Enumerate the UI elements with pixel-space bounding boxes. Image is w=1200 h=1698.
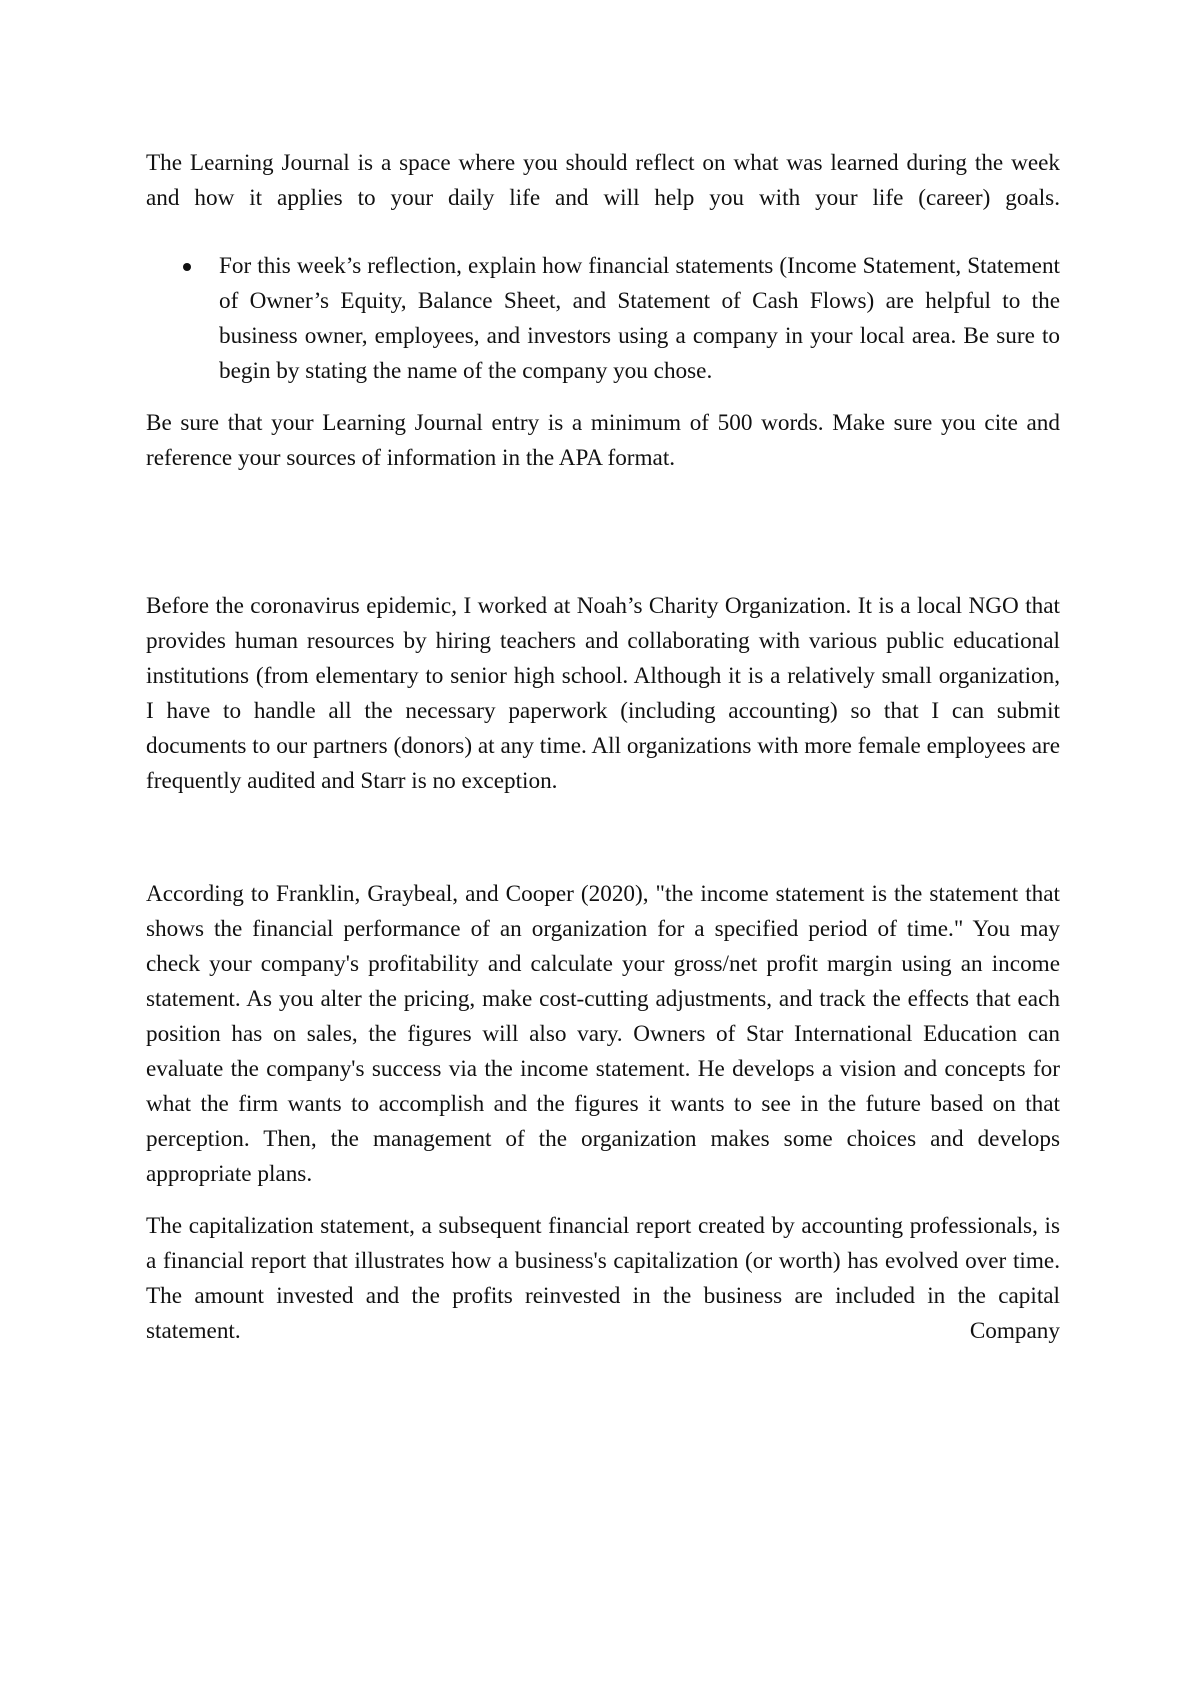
body-paragraph-3: The capitalization statement, a subsequent financial report created by accounting professionals, is a financial report that illustrates how a business's capitalization (or worth) has evolved over time. The amount invested and the profits reinvested in the business are included in the capital statement. Company [146,1213,1060,1344]
document-body [146,146,1060,1349]
requirements-paragraph: Be sure that your Learning Journal entry is a minimum of 500 words. Make sure you cite and reference your sources of information in the APA format. [146,410,1060,471]
bullet-icon [183,263,191,271]
body-paragraph-2: According to Franklin, Graybeal, and Cooper (2020), "the income statement is the statement that shows the financial performance of an organization for a specified period of time." You may check your company's profitability and calculate your gross/net profit margin using an income statement. As you alter the pricing, make cost-cutting adjustments, and track the effects that each position has on sales, the figures will also vary. Owners of Star International Education can evaluate the company's success via the income statement. He develops a vision and concepts for what the firm wants to accomplish and the figures it wants to see in the future based on that perception. Then, the management of the organization makes some choices and develops appropriate plans. [146,881,1060,1187]
instruction-list-item [146,249,1060,389]
instruction-text: For this week’s reflection, explain how financial statements (Income Statement, Statement of Owner’s Equity, Balance Sheet, and Statement of Cash Flows) are helpful to the business owner, employees, and investors using a company in your local area. Be sure to begin by stating the name of the company you chose. [219,253,1060,384]
body-paragraph-1: Before the coronavirus epidemic, I worked at Noah’s Charity Organization. It is a local NGO that provides human resources by hiring teachers and collaborating with various public educational institutions (from elementary to senior high school. Although it is a relatively small organization, I have to handle all the necessary paperwork (including accounting) so that I can submit documents to our partners (donors) at any time. All organizations with more female employees are frequently audited and Starr is no exception. [146,593,1060,794]
instruction-list [146,249,1060,389]
intro-paragraph: The Learning Journal is a space where you should reflect on what was learned during the week and how it applies to your daily life and will help you with your life (career) goals. [146,150,1060,211]
